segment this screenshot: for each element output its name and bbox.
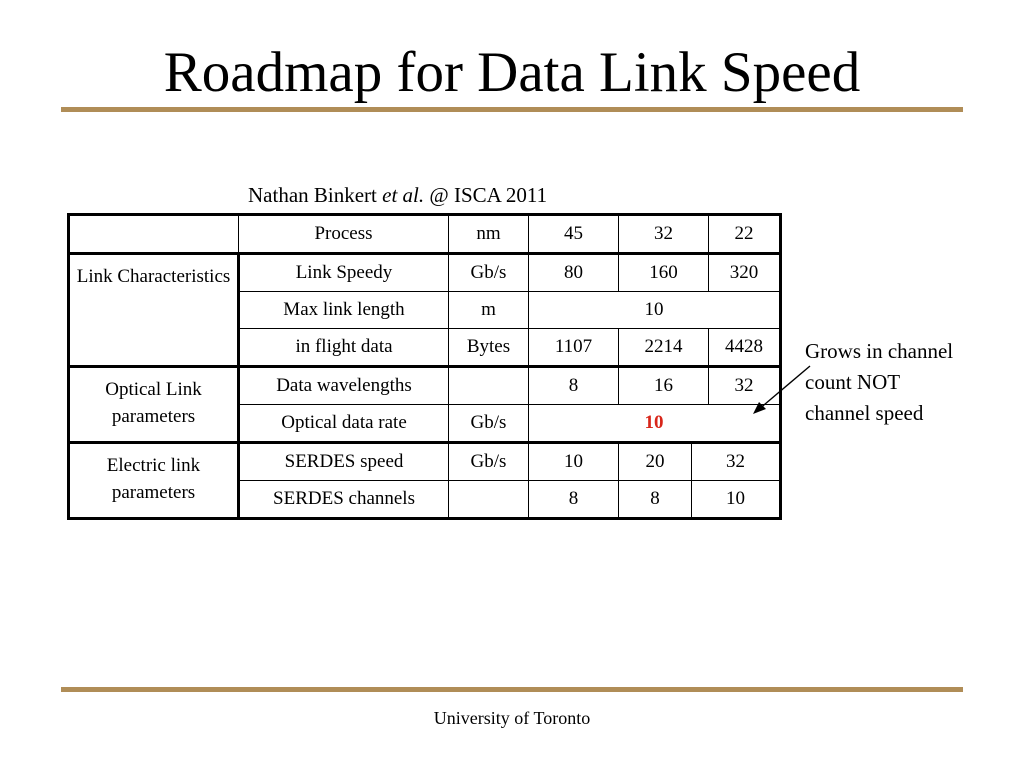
annotation-note (805, 336, 953, 429)
annotation-line: count NOT (805, 370, 901, 394)
value-cell: 8 (619, 481, 692, 519)
roadmap-table (67, 213, 782, 520)
table-row (69, 367, 781, 405)
unit-cell (449, 481, 529, 519)
table-row (69, 443, 781, 481)
value-cell: 320 (709, 254, 781, 292)
unit-cell: Bytes (449, 329, 529, 367)
value-cell: 160 (619, 254, 709, 292)
header-cell-32: 32 (619, 215, 709, 254)
value-cell: 1107 (529, 329, 619, 367)
unit-cell: Gb/s (449, 443, 529, 481)
value-cell: 20 (619, 443, 692, 481)
title-divider (61, 107, 963, 112)
header-cell-unit: nm (449, 215, 529, 254)
value-cell: 80 (529, 254, 619, 292)
header-cell-22: 22 (709, 215, 781, 254)
value-cell: 32 (709, 367, 781, 405)
slide-title: Roadmap for Data Link Speed (163, 41, 861, 104)
header-cell-process: Process (239, 215, 449, 254)
unit-cell (449, 367, 529, 405)
param-cell: SERDES channels (239, 481, 449, 519)
value-cell: 8 (529, 367, 619, 405)
unit-cell: Gb/s (449, 405, 529, 443)
annotation-arrow-icon (745, 360, 815, 420)
citation-author: Nathan Binkert (248, 183, 377, 207)
value-cell: 32 (692, 443, 781, 481)
citation-venue: @ ISCA 2011 (429, 183, 548, 207)
table-row (69, 254, 781, 292)
header-cell-45: 45 (529, 215, 619, 254)
value-cell: 8 (529, 481, 619, 519)
annotation-line: Grows in channel (805, 339, 954, 363)
param-cell: in flight data (239, 329, 449, 367)
footer-divider (61, 687, 963, 692)
highlighted-value-cell: 10 (529, 405, 781, 443)
footer-text: University of Toronto (433, 708, 591, 728)
citation (248, 183, 547, 207)
value-cell: 10 (529, 443, 619, 481)
header-row (69, 215, 781, 254)
value-cell: 4428 (709, 329, 781, 367)
header-cell-corner (69, 215, 239, 254)
unit-cell: m (449, 292, 529, 329)
citation-et-al: et al. (382, 183, 425, 207)
group-label-optical: Optical Link parameters (69, 367, 239, 443)
value-cell: 16 (619, 367, 709, 405)
value-cell: 2214 (619, 329, 709, 367)
unit-cell: Gb/s (449, 254, 529, 292)
param-cell: SERDES speed (239, 443, 449, 481)
annotation-line: channel speed (805, 401, 924, 425)
value-cell: 10 (692, 481, 781, 519)
param-cell: Link Speedy (239, 254, 449, 292)
param-cell: Data wavelengths (239, 367, 449, 405)
group-label-electric: Electric link parameters (69, 443, 239, 519)
value-cell-merged: 10 (529, 292, 781, 329)
param-cell: Max link length (239, 292, 449, 329)
param-cell: Optical data rate (239, 405, 449, 443)
group-label-link: Link Characteristics (69, 254, 239, 367)
